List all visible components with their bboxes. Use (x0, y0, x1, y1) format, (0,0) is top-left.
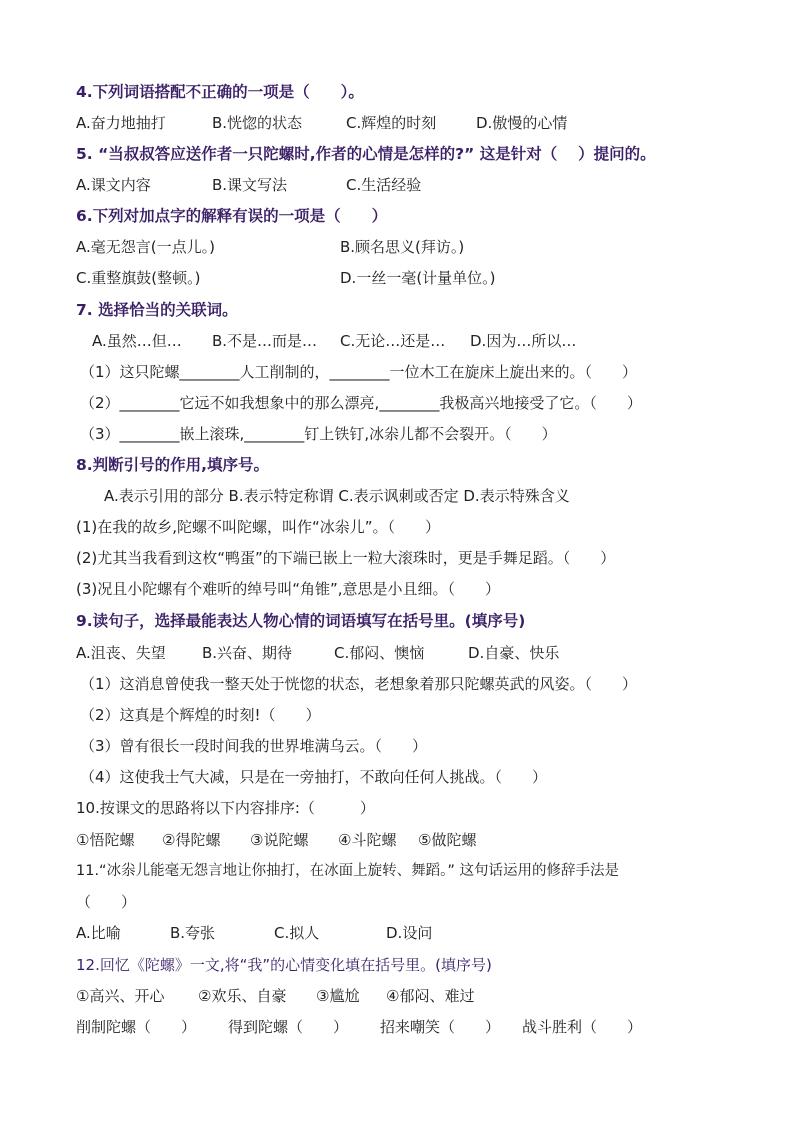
q7-item-1: （1）这只陀螺________人工削制的，________一位木工在旋床上旋出来的。（ ） (80, 363, 638, 381)
q9-item-1: （1）这消息曾使我一整天处于恍惚的状态，老想象着那只陀螺英武的风姿。（ ） (80, 675, 638, 693)
q12-option-1: ①高兴、开心 (76, 987, 165, 1005)
q7-option-c: C.无论…还是… (340, 332, 446, 350)
q4-option-a: A.奋力地抽打 (76, 114, 166, 132)
q12-fill-carve: 削制陀螺（ ） (76, 1018, 197, 1036)
q11-option-b: B.夸张 (170, 924, 216, 942)
q10-option-1: ①悟陀螺 (76, 831, 135, 849)
q12-option-4: ④郁闷、难过 (386, 987, 475, 1005)
q9-option-d: D.自豪、快乐 (468, 644, 560, 662)
q9-item-2: （2）这真是个辉煌的时刻!（ ） (80, 706, 321, 724)
question-12-title: 12.回忆《陀螺》一文,将“我”的心情变化填在括号里。(填序号) (76, 956, 492, 974)
q9-item-3: （3）曾有很长一段时间我的世界堆满乌云。（ ） (80, 737, 428, 755)
q9-option-c: C.郁闷、懊恼 (334, 644, 425, 662)
q7-item-3: （3）________嵌上滚珠,________钉上铁钉,冰尜儿都不会裂开。（ ） (80, 425, 557, 443)
question-4-title: 4.下列词语搭配不正确的一项是（ ）。 (76, 83, 364, 101)
q9-option-a: A.沮丧、失望 (76, 644, 166, 662)
question-5-title: 5. “当叔叔答应送作者一只陀螺时,作者的心情是怎样的?” 这是针对（ ）提问的。 (76, 145, 656, 163)
q12-option-2: ②欢乐、自豪 (198, 987, 287, 1005)
q7-item-2: （2）________它远不如我想象中的那么漂亮,________我极高兴地接受了它。（ ） (80, 394, 642, 412)
q4-option-d: D.傲慢的心情 (476, 114, 568, 132)
q12-fill-mocked: 招来嘲笑（ ） (380, 1018, 501, 1036)
q11-answer-blank: （ ） (76, 893, 137, 911)
q6-option-c: C.重整旗鼓(整顿。) (76, 269, 201, 287)
q10-option-3: ③说陀螺 (250, 831, 309, 849)
q7-option-d: D.因为…所以… (470, 332, 577, 350)
q12-option-3: ③尴尬 (316, 987, 360, 1005)
q8-item-2: (2)尤其当我看到这枚“鸭蛋”的下端已嵌上一粒大滚珠时，更是手舞足蹈。（ ） (76, 549, 616, 567)
q4-option-c: C.辉煌的时刻 (346, 114, 437, 132)
question-9-title: 9.读句子，选择最能表达人物心情的词语填写在括号里。(填序号) (76, 612, 526, 630)
q6-option-a: A.毫无怨言(一点儿。) (76, 238, 215, 256)
q8-item-3: (3)况且小陀螺有个难听的绰号叫“角锥”,意思是小且细。（ ） (76, 580, 501, 598)
q6-option-b: B.顾名思义(拜访。) (340, 238, 465, 256)
q7-option-a: A.虽然…但… (92, 332, 182, 350)
question-10-title: 10.按课文的思路将以下内容排序:（ ） (76, 799, 375, 817)
q11-option-c: C.拟人 (274, 924, 320, 942)
q9-item-4: （4）这使我士气大减，只是在一旁抽打，不敢向任何人挑战。（ ） (80, 768, 548, 786)
q12-fill-victory: 战斗胜利（ ） (522, 1018, 643, 1036)
q5-option-b: B.课文写法 (212, 176, 288, 194)
q5-option-c: C.生活经验 (346, 176, 422, 194)
question-6-title: 6.下列对加点字的解释有误的一项是（ ） (76, 207, 388, 225)
q9-option-b: B.兴奋、期待 (202, 644, 293, 662)
q5-option-a: A.课文内容 (76, 176, 151, 194)
q11-option-d: D.设问 (386, 924, 433, 942)
q8-options: A.表示引用的部分 B.表示特定称谓 C.表示讽刺或否定 D.表示特殊含义 (104, 487, 570, 505)
q8-item-1: (1)在我的故乡,陀螺不叫陀螺，叫作“冰尜儿”。（ ） (76, 518, 441, 536)
q12-fill-receive: 得到陀螺（ ） (228, 1018, 349, 1036)
question-11-title: 11.“冰尜儿能毫无怨言地让你抽打，在冰面上旋转、舞蹈。” 这句话运用的修辞手法是 (76, 863, 619, 879)
question-8-title: 8.判断引号的作用,填序号。 (76, 456, 270, 474)
q10-option-4: ④斗陀螺 (338, 831, 397, 849)
q7-option-b: B.不是…而是… (212, 332, 318, 350)
q10-option-2: ②得陀螺 (162, 831, 221, 849)
q6-option-d: D.一丝一毫(计量单位。) (340, 269, 496, 287)
question-7-title: 7. 选择恰当的关联词。 (76, 301, 238, 319)
q10-option-5: ⑤做陀螺 (418, 831, 477, 849)
q11-option-a: A.比喻 (76, 924, 121, 942)
q4-option-b: B.恍惚的状态 (212, 114, 303, 132)
